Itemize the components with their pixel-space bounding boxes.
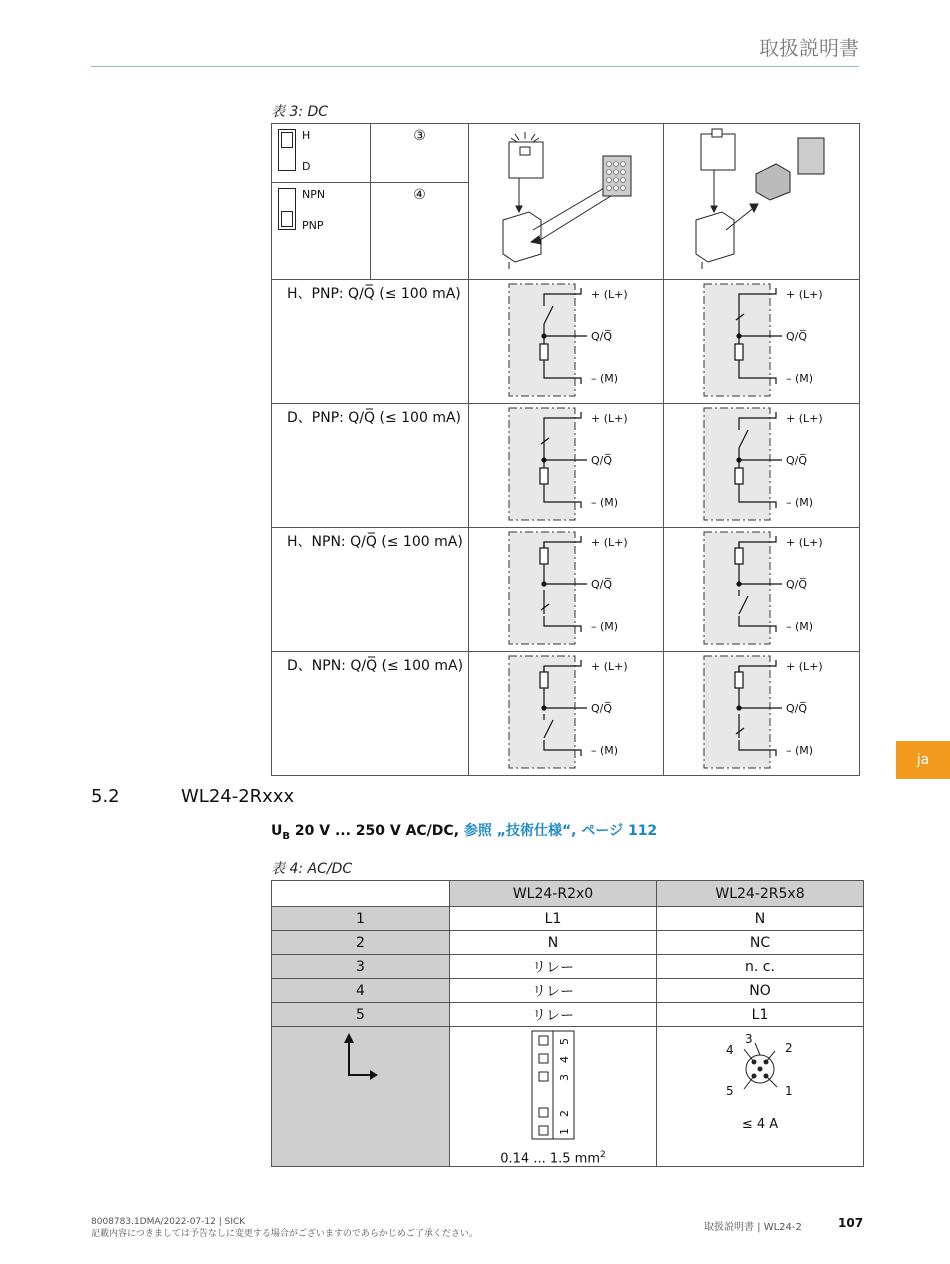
table-cell: リレー bbox=[450, 955, 657, 979]
switch2-cell bbox=[272, 182, 371, 280]
diagram-light-cell bbox=[468, 124, 663, 280]
table-cell: 3 bbox=[272, 955, 450, 979]
table-cell: NC bbox=[657, 931, 864, 955]
pin-label: 2 bbox=[785, 1041, 793, 1055]
terminal-q: Q/Q̅ bbox=[785, 578, 808, 591]
language-tab[interactable]: ja bbox=[896, 741, 950, 779]
circuit-diagram bbox=[663, 280, 859, 404]
table-cell: L1 bbox=[450, 907, 657, 931]
terminal-plus: + (L+) bbox=[785, 660, 823, 673]
row-label-d-pnp: D、PNP: Q/Q̅ (≤ 100 mA) bbox=[272, 404, 469, 528]
switch2-icon bbox=[278, 188, 296, 230]
terminal-minus: – (M) bbox=[590, 744, 619, 757]
terminal-block-cell bbox=[450, 1027, 657, 1167]
terminal-q: Q/Q̅ bbox=[590, 578, 613, 591]
terminal-number: 1 bbox=[558, 1128, 571, 1135]
switch1-icon bbox=[278, 129, 296, 171]
footer-doc-title: 取扱説明書 | WL24-2 bbox=[704, 1222, 802, 1233]
terminal-q: Q/Q̅ bbox=[785, 454, 808, 467]
table4-caption: 表 4: AC/DC bbox=[271, 861, 353, 877]
circuit-svg bbox=[664, 528, 858, 647]
row-label-h-npn: H、NPN: Q/Q̅ (≤ 100 mA) bbox=[272, 528, 469, 652]
circuit-diagram bbox=[663, 404, 859, 528]
diagram-dark-cell bbox=[663, 124, 859, 280]
circuit-diagram bbox=[468, 280, 663, 404]
switch2-bottom: PNP bbox=[302, 218, 324, 232]
circuit-diagram bbox=[468, 652, 663, 776]
circuit-diagram bbox=[663, 652, 859, 776]
terminal-number: 2 bbox=[558, 1110, 571, 1117]
switch1-cell bbox=[272, 124, 371, 183]
table4-header: WL24-2R5x8 bbox=[657, 881, 864, 907]
row-label-d-npn: D、NPN: Q/Q̅ (≤ 100 mA) bbox=[272, 652, 469, 776]
corner-arrow-icon bbox=[272, 1027, 449, 1087]
table-cell: 1 bbox=[272, 907, 450, 931]
table4 bbox=[271, 880, 864, 1167]
terminal-minus: – (M) bbox=[785, 744, 814, 757]
terminal-plus: + (L+) bbox=[590, 412, 628, 425]
terminal-plus: + (L+) bbox=[785, 288, 823, 301]
table4-header: WL24-R2x0 bbox=[450, 881, 657, 907]
table-cell: 2 bbox=[272, 931, 450, 955]
switch2-top: NPN bbox=[302, 187, 326, 201]
circuit-svg bbox=[469, 652, 663, 771]
terminal-plus: + (L+) bbox=[785, 412, 823, 425]
table-cell: 4 bbox=[272, 979, 450, 1003]
terminal-block-diagram bbox=[450, 1027, 656, 1145]
circuit-svg bbox=[664, 404, 858, 523]
terminal-minus: – (M) bbox=[785, 496, 814, 509]
table-cell: L1 bbox=[657, 1003, 864, 1027]
terminal-minus: – (M) bbox=[590, 620, 619, 633]
max-current: ≤ 4 A bbox=[741, 1117, 779, 1132]
table3-caption: 表 3: DC bbox=[271, 104, 329, 120]
terminal-number: 5 bbox=[558, 1038, 571, 1045]
circuit-svg bbox=[469, 280, 663, 399]
pin-label: 1 bbox=[785, 1084, 793, 1098]
circuit-svg bbox=[664, 280, 858, 399]
terminal-q: Q/Q̅ bbox=[590, 454, 613, 467]
pin-label: 4 bbox=[726, 1043, 734, 1057]
table-cell: リレー bbox=[450, 979, 657, 1003]
table3 bbox=[271, 123, 860, 776]
wiring-arrow-cell bbox=[272, 1027, 450, 1167]
table-cell: N bbox=[657, 907, 864, 931]
circuit-diagram bbox=[663, 528, 859, 652]
footer-doc-id: 8008783.1DMA/2022-07-12 | SICK bbox=[91, 1217, 246, 1227]
terminal-minus: – (M) bbox=[785, 620, 814, 633]
circuit-diagram bbox=[468, 528, 663, 652]
terminal-q: Q/Q̅ bbox=[785, 330, 808, 343]
switch2-marker: ④ bbox=[371, 182, 469, 280]
row-label-h-pnp: H、PNP: Q/Q̅ (≤ 100 mA) bbox=[272, 280, 469, 404]
terminal-plus: + (L+) bbox=[590, 288, 628, 301]
footer-left bbox=[91, 1216, 478, 1240]
terminal-plus: + (L+) bbox=[590, 536, 628, 549]
pin-label: 3 bbox=[745, 1032, 753, 1046]
terminal-minus: – (M) bbox=[785, 372, 814, 385]
header-title: 取扱説明書 bbox=[759, 36, 859, 60]
dark-switching-diagram bbox=[664, 124, 859, 275]
terminal-q: Q/Q̅ bbox=[590, 702, 613, 715]
table-cell: n. c. bbox=[657, 955, 864, 979]
section-number: 5.2 bbox=[91, 786, 120, 807]
wire-size: 0.14 ... 1.5 $mm^2$ bbox=[500, 1150, 606, 1167]
terminal-minus: – (M) bbox=[590, 496, 619, 509]
footer-disclaimer: 記載内容につきましては予告なしに変更する場合がございますのであらかじめご了承ください。 bbox=[91, 1229, 478, 1239]
switch1-top: H bbox=[302, 129, 311, 142]
supply-voltage: $U_B$ 20 V ... 250 V AC/DC, 参照 „技術仕様“, ページ 112 bbox=[271, 823, 658, 842]
terminal-q: Q/Q̅ bbox=[590, 330, 613, 343]
circuit-svg bbox=[469, 528, 663, 647]
circuit-diagram bbox=[468, 404, 663, 528]
section-title: WL24-2Rxxx bbox=[181, 786, 295, 807]
tech-spec-link[interactable]: 参照 „技術仕様“, ページ 112 bbox=[463, 823, 658, 839]
table-cell: NO bbox=[657, 979, 864, 1003]
pin-label: 5 bbox=[726, 1084, 734, 1098]
terminal-number: 4 bbox=[558, 1056, 571, 1063]
terminal-q: Q/Q̅ bbox=[785, 702, 808, 715]
circuit-svg bbox=[664, 652, 858, 771]
connector-cell bbox=[657, 1027, 864, 1167]
page-number: 107 bbox=[838, 1216, 864, 1230]
switch1-marker: ③ bbox=[371, 124, 469, 183]
terminal-number: 3 bbox=[558, 1074, 571, 1081]
terminal-plus: + (L+) bbox=[785, 536, 823, 549]
table-cell: リレー bbox=[450, 1003, 657, 1027]
light-switching-diagram bbox=[469, 124, 663, 275]
table4-header-empty bbox=[272, 881, 450, 907]
header-rule bbox=[91, 66, 859, 67]
m12-connector-diagram bbox=[657, 1027, 863, 1127]
terminal-minus: – (M) bbox=[590, 372, 619, 385]
table-cell: N bbox=[450, 931, 657, 955]
table-cell: 5 bbox=[272, 1003, 450, 1027]
circuit-svg bbox=[469, 404, 663, 523]
switch1-bottom: D bbox=[302, 160, 311, 173]
terminal-plus: + (L+) bbox=[590, 660, 628, 673]
